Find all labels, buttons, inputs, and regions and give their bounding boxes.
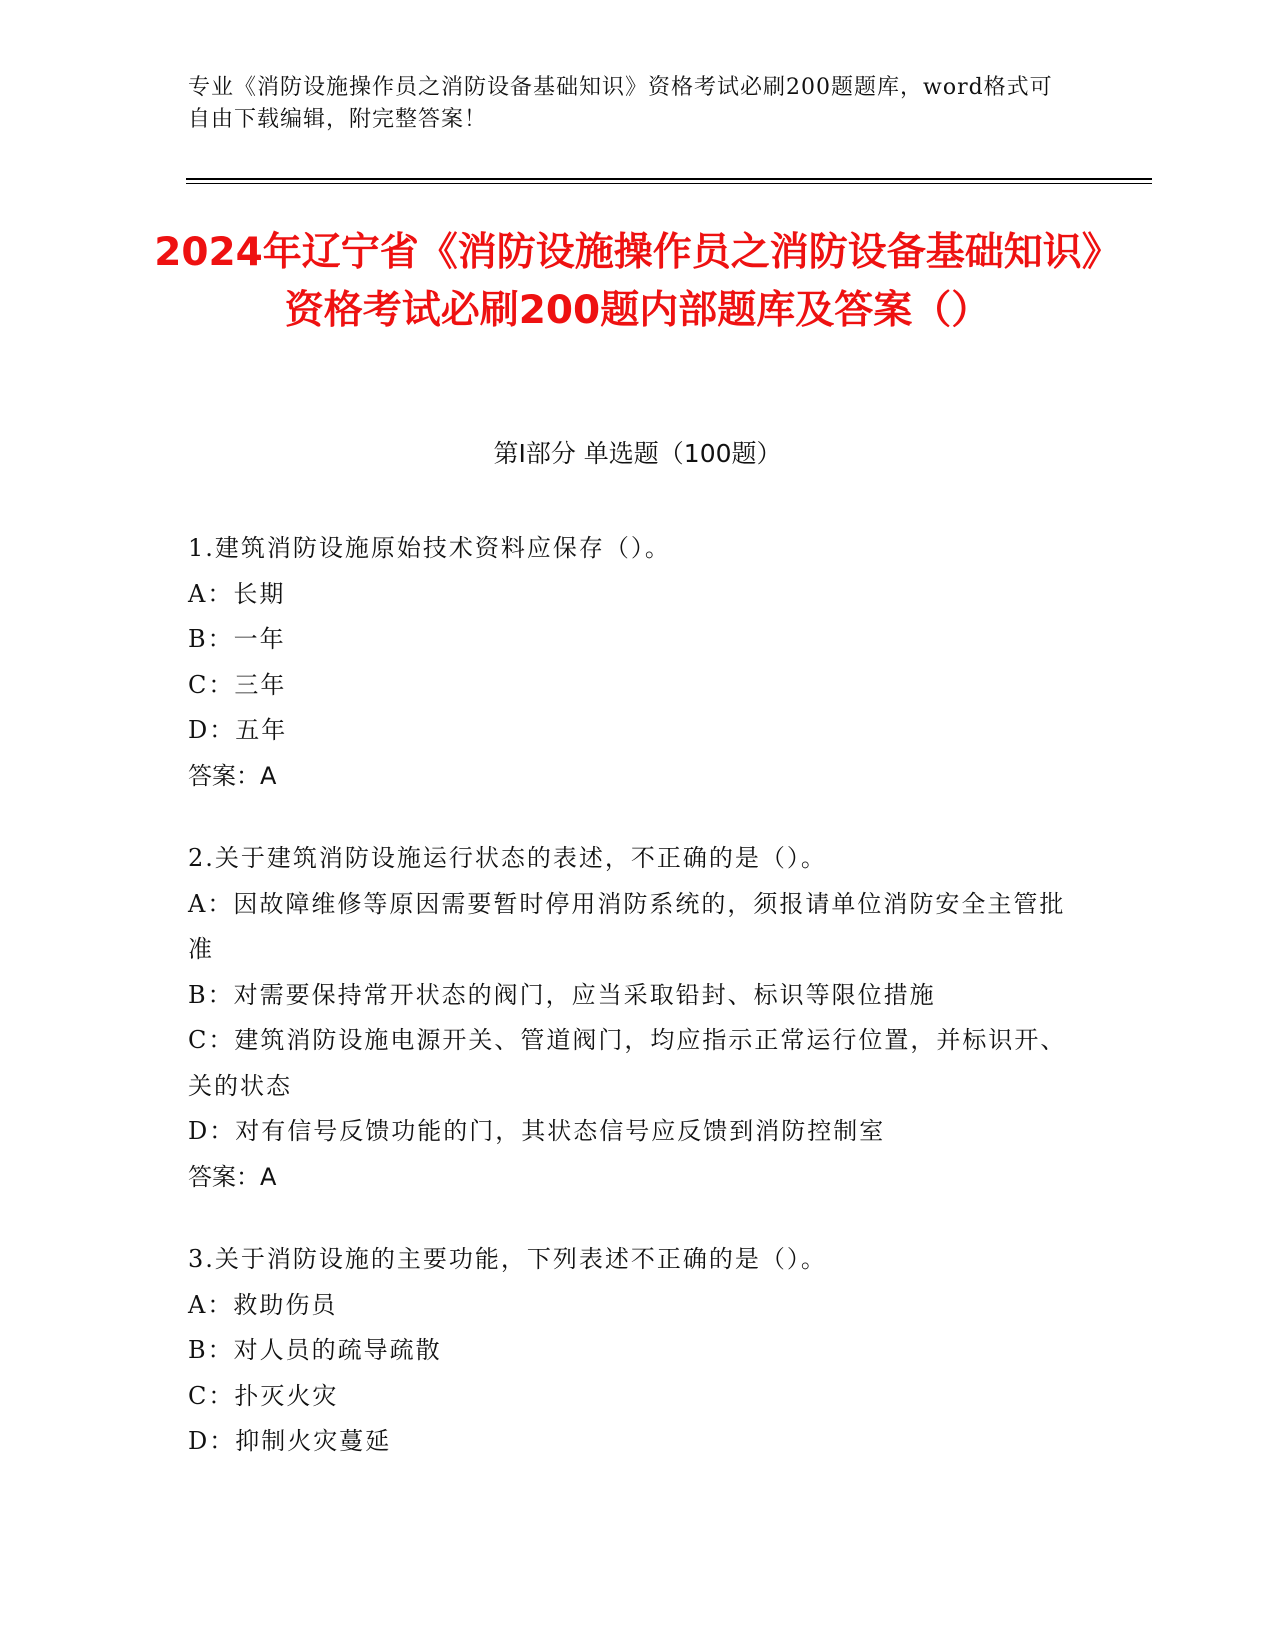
option-d: D：对有信号反馈功能的门，其状态信号应反馈到消防控制室 <box>188 1117 886 1145</box>
question-3 <box>188 1237 1078 1465</box>
header-divider-thick <box>186 178 1152 180</box>
question-list <box>188 526 1078 1502</box>
option-c: C：扑灭火灾 <box>188 1381 339 1410</box>
question-stem: 3.关于消防设施的主要功能，下列表述不正确的是（）。 <box>188 1245 827 1273</box>
document-title: 2024年辽宁省《消防设施操作员之消防设备基础知识》资格考试必刷200题内部题库及答案（） <box>154 230 1121 333</box>
option-b: B：对需要保持常开状态的阀门，应当采取铅封、标识等限位措施 <box>188 980 936 1009</box>
option-a: A：救助伤员 <box>188 1290 338 1319</box>
question-1 <box>188 526 1078 799</box>
option-d: D：五年 <box>188 716 288 744</box>
section-title: 第I部分 单选题（100题） <box>493 439 782 468</box>
question-stem: 1.建筑消防设施原始技术资料应保存（）。 <box>188 534 671 562</box>
option-c: C：建筑消防设施电源开关、管道阀门，均应指示正常运行位置，并标识开、关的状态 <box>188 1026 1067 1100</box>
header-note: 专业《消防设施操作员之消防设备基础知识》资格考试必刷200题题库，word格式可自由下载编辑，附完整答案！ <box>188 75 1053 132</box>
answer: 答案：A <box>188 761 277 790</box>
option-a: A：长期 <box>188 579 286 608</box>
question-stem: 2.关于建筑消防设施运行状态的表述，不正确的是（）。 <box>188 844 827 872</box>
option-d: D：抑制火灾蔓延 <box>188 1427 392 1455</box>
header-divider-thin <box>186 183 1152 184</box>
answer: 答案：A <box>188 1162 277 1191</box>
option-b: B：对人员的疏导疏散 <box>188 1336 442 1364</box>
option-c: C：三年 <box>188 670 287 699</box>
option-a: A：因故障维修等原因需要暂时停用消防系统的，须报请单位消防安全主管批准 <box>188 889 1066 963</box>
question-2 <box>188 836 1078 1200</box>
option-b: B：一年 <box>188 625 286 653</box>
